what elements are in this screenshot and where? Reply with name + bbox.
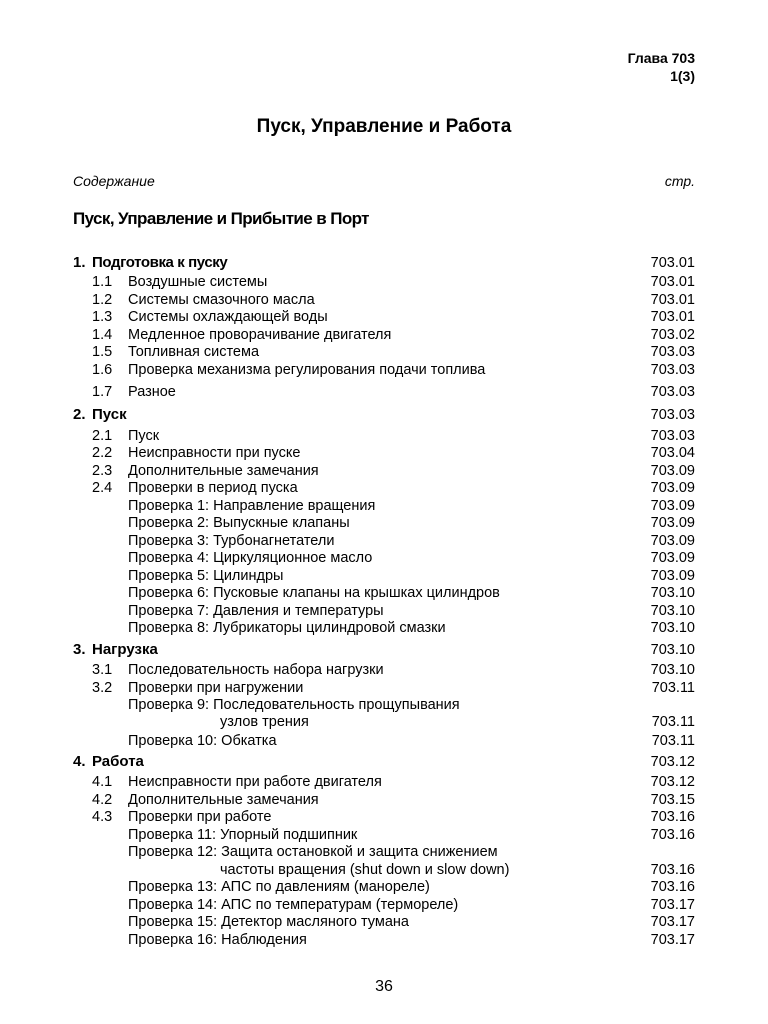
toc-page: 703.12 [650, 754, 695, 770]
toc-row[interactable] [0, 773, 768, 791]
toc-row[interactable] [0, 732, 768, 750]
toc-row[interactable] [0, 753, 768, 771]
toc-number: 1.4 [92, 327, 113, 343]
toc-page: 703.11 [651, 680, 695, 696]
contents-label: Содержание [73, 173, 155, 189]
toc-row[interactable] [0, 696, 768, 714]
toc-page: 703.04 [650, 445, 695, 461]
toc-page: 703.16 [650, 809, 695, 825]
toc-row[interactable] [0, 532, 768, 550]
page-number: 36 [375, 978, 393, 995]
chapter-label: Глава 703 [627, 50, 695, 66]
toc-page: 703.10 [650, 642, 695, 658]
toc-page: 703.01 [650, 255, 695, 271]
toc-page: 703.16 [650, 879, 695, 895]
toc-page: 703.10 [650, 585, 695, 601]
toc-text: Проверка 3: Турбонагнетатели [128, 533, 335, 549]
section-title: Пуск, Управление и Прибытие в Порт [73, 209, 369, 228]
toc-row[interactable] [0, 843, 768, 861]
toc-text: Проверка 14: АПС по температурам (термореле) [128, 897, 459, 913]
toc-text: Проверка 7: Давления и температуры [128, 603, 384, 619]
toc-text: Проверка 10: Обкатка [128, 733, 277, 749]
toc-row[interactable] [0, 361, 768, 379]
toc-page: 703.10 [650, 620, 695, 636]
toc-text: Последовательность набора нагрузки [128, 662, 384, 678]
toc-number: 2.4 [92, 480, 113, 496]
toc-page: 703.03 [650, 344, 695, 360]
toc-page: 703.16 [650, 862, 695, 878]
toc-text: Проверка 12: Защита остановкой и защита снижением [128, 844, 498, 860]
toc-text: Проверка 15: Детектор масляного тумана [128, 914, 409, 930]
toc-page: 703.09 [650, 550, 695, 566]
toc-row[interactable] [0, 641, 768, 659]
toc-text: Разное [128, 384, 176, 400]
toc-text: Проверка 1: Направление вращения [128, 498, 376, 514]
toc-text: Проверка 4: Циркуляционное масло [128, 550, 373, 566]
toc-page: 703.09 [650, 533, 695, 549]
toc-row[interactable] [0, 826, 768, 844]
toc-row[interactable] [0, 567, 768, 585]
toc-row[interactable] [0, 584, 768, 602]
toc-text: Проверка 9: Последовательность прощупывания [128, 697, 460, 713]
page-of-label: 1(3) [670, 68, 695, 84]
toc-page: 703.09 [650, 515, 695, 531]
toc-number: 3.1 [92, 662, 113, 678]
toc-row[interactable] [0, 514, 768, 532]
toc-number: 1.2 [92, 292, 113, 308]
toc-row[interactable] [0, 326, 768, 344]
toc-row[interactable] [0, 878, 768, 896]
toc-text: узлов трения [220, 714, 309, 730]
toc-number: 4.1 [92, 774, 113, 790]
toc-page: 703.11 [651, 733, 695, 749]
toc-page: 703.17 [650, 932, 695, 948]
document-title: Пуск, Управление и Работа [256, 116, 512, 137]
toc-page: 703.15 [650, 792, 695, 808]
toc-page: 703.17 [650, 914, 695, 930]
toc-number: 1.3 [92, 309, 113, 325]
toc-page: 703.09 [650, 568, 695, 584]
toc-number: 1.1 [92, 274, 113, 290]
toc-text: Системы охлаждающей воды [128, 309, 328, 325]
toc-text: Проверка 8: Лубрикаторы цилиндровой смазки [128, 620, 446, 636]
toc-page: 703.10 [650, 603, 695, 619]
toc-text: Топливная система [128, 344, 260, 360]
toc-text: Подготовка к пуску [92, 254, 228, 271]
toc-number: 4. [73, 753, 86, 770]
toc-page: 703.09 [650, 463, 695, 479]
page-column-label: стр. [664, 173, 695, 189]
toc-row[interactable] [0, 861, 768, 879]
toc-row[interactable] [0, 913, 768, 931]
toc-text: Воздушные системы [128, 274, 268, 290]
toc-page: 703.03 [650, 362, 695, 378]
toc-row[interactable] [0, 791, 768, 809]
toc-page: 703.03 [650, 428, 695, 444]
toc-text: Неисправности при работе двигателя [128, 774, 382, 790]
toc-page: 703.12 [650, 774, 695, 790]
toc-page: 703.11 [651, 714, 695, 730]
toc-page: 703.09 [650, 498, 695, 514]
toc-row[interactable] [0, 444, 768, 462]
toc-text: Проверка 5: Цилиндры [128, 568, 284, 584]
toc-row[interactable] [0, 713, 768, 731]
toc-number: 4.3 [92, 809, 113, 825]
toc-text: Проверка механизма регулирования подачи топлива [128, 362, 486, 378]
toc-row[interactable] [0, 661, 768, 679]
toc-text: Проверки при нагружении [128, 680, 304, 696]
toc-row[interactable] [0, 479, 768, 497]
toc-page: 703.17 [650, 897, 695, 913]
toc-text: Медленное проворачивание двигателя [128, 327, 392, 343]
toc-text: Дополнительные замечания [128, 792, 319, 808]
toc-number: 1. [73, 254, 86, 271]
toc-page: 703.01 [650, 309, 695, 325]
toc-row[interactable] [0, 308, 768, 326]
toc-number: 2. [73, 406, 86, 423]
toc-text: Пуск [92, 406, 127, 423]
toc-row[interactable] [0, 619, 768, 637]
toc-row[interactable] [0, 462, 768, 480]
toc-row[interactable] [0, 602, 768, 620]
toc-number: 1.5 [92, 344, 113, 360]
toc-text: Неисправности при пуске [128, 445, 301, 461]
toc-page: 703.03 [650, 384, 695, 400]
toc-row[interactable] [0, 808, 768, 826]
toc-row[interactable] [0, 291, 768, 309]
toc-row[interactable] [0, 273, 768, 291]
toc-row[interactable] [0, 383, 768, 401]
toc-number: 3.2 [92, 680, 113, 696]
toc-number: 4.2 [92, 792, 113, 808]
toc-text: частоты вращения (shut down и slow down) [220, 862, 510, 878]
toc-text: Нагрузка [92, 641, 158, 658]
toc-page: 703.10 [650, 662, 695, 678]
toc-text: Проверка 6: Пусковые клапаны на крышках цилиндров [128, 585, 500, 601]
toc-text: Дополнительные замечания [128, 463, 319, 479]
toc-row[interactable] [0, 427, 768, 445]
toc-text: Системы смазочного масла [128, 292, 315, 308]
toc-row[interactable] [0, 497, 768, 515]
toc-page: 703.01 [650, 292, 695, 308]
toc-number: 2.2 [92, 445, 113, 461]
toc-row[interactable] [0, 406, 768, 424]
toc-row[interactable] [0, 343, 768, 361]
toc-page: 703.09 [650, 480, 695, 496]
toc-number: 2.1 [92, 428, 113, 444]
toc-page: 703.03 [650, 407, 695, 423]
toc-row[interactable] [0, 254, 768, 272]
toc-text: Проверки при работе [128, 809, 272, 825]
toc-number: 3. [73, 641, 86, 658]
toc-text: Пуск [128, 428, 160, 444]
toc-text: Проверки в период пуска [128, 480, 298, 496]
toc-page: 703.02 [650, 327, 695, 343]
toc-number: 1.7 [92, 384, 113, 400]
toc-row[interactable] [0, 549, 768, 567]
toc-row[interactable] [0, 679, 768, 697]
toc-row[interactable] [0, 931, 768, 949]
toc-text: Работа [92, 753, 144, 770]
toc-text: Проверка 13: АПС по давлениям (манореле) [128, 879, 430, 895]
toc-page: 703.16 [650, 827, 695, 843]
toc-row[interactable] [0, 896, 768, 914]
toc-text: Проверка 2: Выпускные клапаны [128, 515, 350, 531]
toc-page: 703.01 [650, 274, 695, 290]
toc-number: 1.6 [92, 362, 113, 378]
toc-number: 2.3 [92, 463, 113, 479]
toc-text: Проверка 11: Упорный подшипник [128, 827, 358, 843]
toc-text: Проверка 16: Наблюдения [128, 932, 307, 948]
